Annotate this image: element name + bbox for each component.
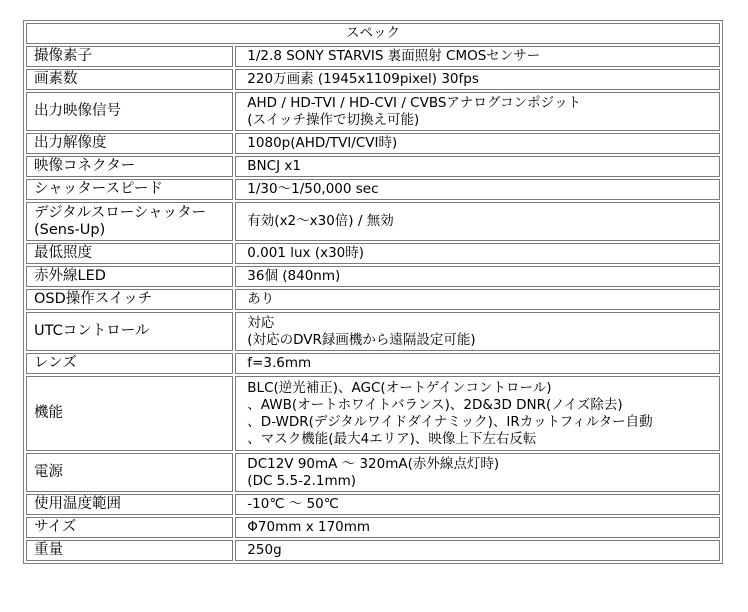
spec-label (26, 289, 233, 310)
spec-value-line: あり (247, 291, 275, 307)
spec-label-line: 使用温度範囲 (34, 496, 121, 512)
spec-header-row (26, 23, 720, 44)
spec-value-line: BNCJ x1 (247, 158, 301, 174)
spec-value-line: BLC(逆光補正)、AGC(オートゲインコントロール) (247, 379, 552, 396)
spec-label (26, 453, 233, 492)
spec-label-line: 撮像素子 (34, 48, 92, 64)
spec-label (26, 179, 233, 200)
spec-row (26, 453, 720, 492)
spec-label (26, 92, 233, 131)
spec-value (235, 243, 720, 264)
spec-row (26, 289, 720, 310)
spec-row (26, 133, 720, 154)
spec-value-line: 有効(x2〜x30倍) / 無効 (247, 213, 394, 229)
spec-label-line: サイズ (34, 519, 77, 535)
spec-label (26, 312, 233, 351)
spec-value (235, 517, 720, 538)
spec-value (235, 289, 720, 310)
spec-label-line: OSD操作スイッチ (34, 291, 153, 307)
spec-row (26, 540, 720, 561)
spec-value-line: 1/2.8 SONY STARVIS 裏面照射 CMOSセンサー (247, 48, 541, 64)
spec-value-line: (対応のDVR録画機から遠隔設定可能) (247, 331, 476, 348)
spec-label (26, 494, 233, 515)
spec-value (235, 540, 720, 561)
spec-label-line: 映像コネクター (34, 158, 136, 174)
spec-value (235, 46, 720, 67)
spec-label (26, 243, 233, 264)
spec-label (26, 156, 233, 177)
spec-row (26, 376, 720, 451)
spec-label (26, 540, 233, 561)
spec-label (26, 517, 233, 538)
spec-value-line: DC12V 90mA 〜 320mA(赤外線点灯時) (247, 455, 500, 472)
spec-value (235, 179, 720, 200)
spec-value-line: 36個 (840nm) (247, 268, 341, 284)
spec-row (26, 494, 720, 515)
spec-label (26, 133, 233, 154)
spec-label (26, 353, 233, 374)
spec-label (26, 202, 233, 241)
spec-value (235, 133, 720, 154)
spec-row (26, 69, 720, 90)
spec-row (26, 202, 720, 241)
spec-value-line: 1080p(AHD/TVI/CVI時) (247, 135, 398, 151)
spec-row (26, 179, 720, 200)
spec-label (26, 69, 233, 90)
spec-value (235, 202, 720, 241)
spec-row (26, 92, 720, 131)
spec-row (26, 517, 720, 538)
spec-label-line: レンズ (34, 355, 77, 371)
spec-value-line: AHD / HD-TVI / HD-CVI / CVBSアナログコンポジット (247, 94, 582, 111)
spec-value (235, 312, 720, 351)
spec-label-line: シャッタースピード (34, 181, 163, 197)
spec-table-body (26, 23, 720, 561)
spec-value-line: (スイッチ操作で切換え可能) (247, 111, 420, 128)
spec-label-line: UTCコントロール (34, 323, 150, 339)
spec-table (23, 20, 723, 564)
spec-value (235, 92, 720, 131)
spec-label-line: 出力解像度 (34, 135, 107, 151)
spec-value (235, 353, 720, 374)
spec-label-line: 重量 (34, 542, 63, 558)
spec-label-line: 電源 (34, 464, 63, 480)
spec-value-line: 、D-WDR(デジタルワイドダイナミック)、IRカットフィルター自動 (247, 413, 653, 430)
spec-row (26, 156, 720, 177)
spec-label (26, 46, 233, 67)
spec-value (235, 266, 720, 287)
spec-row (26, 46, 720, 67)
spec-value (235, 494, 720, 515)
spec-value-line: (DC 5.5-2.1mm) (247, 472, 357, 489)
spec-label-line: 最低照度 (34, 245, 92, 261)
spec-value (235, 156, 720, 177)
spec-row (26, 266, 720, 287)
spec-label-line: (Sens-Up) (34, 221, 106, 238)
spec-value-line: -10℃ 〜 50℃ (247, 496, 339, 512)
spec-label-line: 赤外線LED (34, 268, 106, 284)
spec-value-line: f=3.6mm (247, 355, 312, 371)
spec-value-line: 0.001 lux (x30時) (247, 245, 365, 261)
spec-header: スペック (26, 23, 720, 44)
spec-label-line: 画素数 (34, 71, 78, 87)
spec-row (26, 353, 720, 374)
spec-value (235, 69, 720, 90)
spec-value (235, 376, 720, 451)
spec-value-line: 、AWB(オートホワイトバランス)、2D&3D DNR(ノイズ除去) (247, 396, 623, 413)
spec-label (26, 266, 233, 287)
spec-label-line: デジタルスローシャッター (34, 204, 207, 221)
spec-row (26, 312, 720, 351)
spec-label (26, 376, 233, 451)
spec-label-line: 出力映像信号 (34, 103, 121, 119)
spec-row (26, 243, 720, 264)
spec-value-line: 対応 (247, 314, 275, 331)
spec-value-line: Φ70mm x 170mm (247, 519, 371, 535)
spec-value-line: 、マスク機能(最大4エリア)、映像上下左右反転 (247, 430, 537, 447)
spec-label-line: 機能 (34, 405, 63, 421)
spec-value-line: 1/30〜1/50,000 sec (247, 181, 379, 197)
spec-value (235, 453, 720, 492)
spec-value-line: 250g (247, 542, 282, 558)
spec-value-line: 220万画素 (1945x1109pixel) 30fps (247, 71, 479, 87)
